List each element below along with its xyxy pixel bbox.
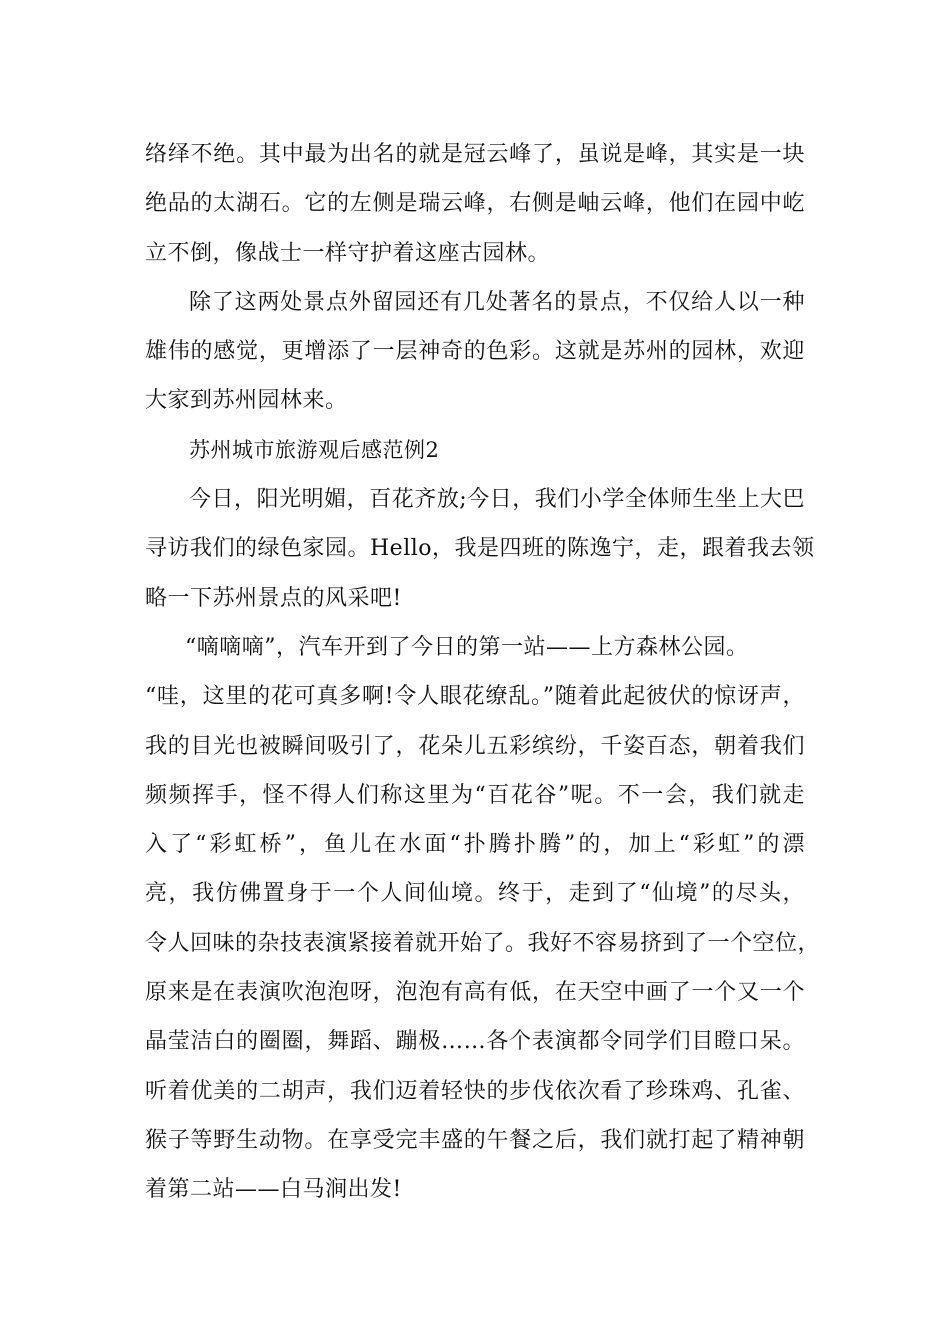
text-line-18: 原来是在表演吹泡泡呀，泡泡有高有低，在天空中画了一个又一个 bbox=[145, 980, 805, 1006]
text-line-22: 着第二站——白马涧出发! bbox=[145, 1177, 402, 1203]
text-line-21: 猴子等野生动物。在享受完丰盛的午餐之后，我们就打起了精神朝 bbox=[145, 1127, 805, 1153]
text-line-1: 络绎不绝。其中最为出名的就是冠云峰了，虽说是峰，其实是一块 bbox=[145, 142, 805, 167]
text-line-13: 我的目光也被瞬间吸引了，花朵儿五彩缤纷，千姿百态，朝着我们 bbox=[145, 733, 805, 759]
text-line-12: “哇，这里的花可真多啊!令人眼花缭乱。”随着此起彼伏的惊讶声， bbox=[145, 684, 805, 710]
text-line-8: 今日，阳光明媚，百花齐放;今日，我们小学全体师生坐上大巴 bbox=[189, 487, 805, 513]
text-line-9: 寻访我们的绿色家园。Hello，我是四班的陈逸宁，走，跟着我去领 bbox=[145, 536, 815, 562]
text-line-20: 听着优美的二胡声，我们迈着轻快的步伐依次看了珍珠鸡、孔雀、 bbox=[145, 1078, 805, 1104]
text-line-15: 入了“彩虹桥”，鱼儿在水面“扑腾扑腾”的，加上“彩虹”的漂 bbox=[145, 832, 805, 858]
text-line-4: 除了这两处景点外留园还有几处著名的景点，不仅给人以一种 bbox=[189, 289, 805, 315]
text-line-11: “嘀嘀嘀”，汽车开到了今日的第一站——上方森林公园。 bbox=[185, 634, 749, 660]
text-line-5: 雄伟的感觉，更增添了一层神奇的色彩。这就是苏州的园林，欢迎 bbox=[145, 339, 805, 365]
text-line-3: 立不倒，像战士一样守护着这座古园林。 bbox=[145, 240, 551, 266]
text-line-6: 大家到苏州园林来。 bbox=[145, 388, 348, 414]
text-line-16: 亮，我仿佛置身于一个人间仙境。终于，走到了“仙境”的尽头， bbox=[145, 881, 805, 907]
text-line-14: 频频挥手，怪不得人们称这里为“百花谷”呢。不一会，我们就走 bbox=[145, 782, 805, 808]
text-line-19: 晶莹洁白的圈圈，舞蹈、蹦极……各个表演都令同学们目瞪口呆。 bbox=[145, 1029, 805, 1055]
text-line-10: 略一下苏州景点的风采吧! bbox=[145, 585, 402, 611]
section-heading: 苏州城市旅游观后感范例2 bbox=[189, 437, 440, 462]
text-line-2: 绝品的太湖石。它的左侧是瑞云峰，右侧是岫云峰，他们在园中屹 bbox=[145, 191, 805, 217]
document-body bbox=[145, 130, 821, 1215]
text-line-17: 令人回味的杂技表演紧接着就开始了。我好不容易挤到了一个空位， bbox=[145, 930, 821, 956]
